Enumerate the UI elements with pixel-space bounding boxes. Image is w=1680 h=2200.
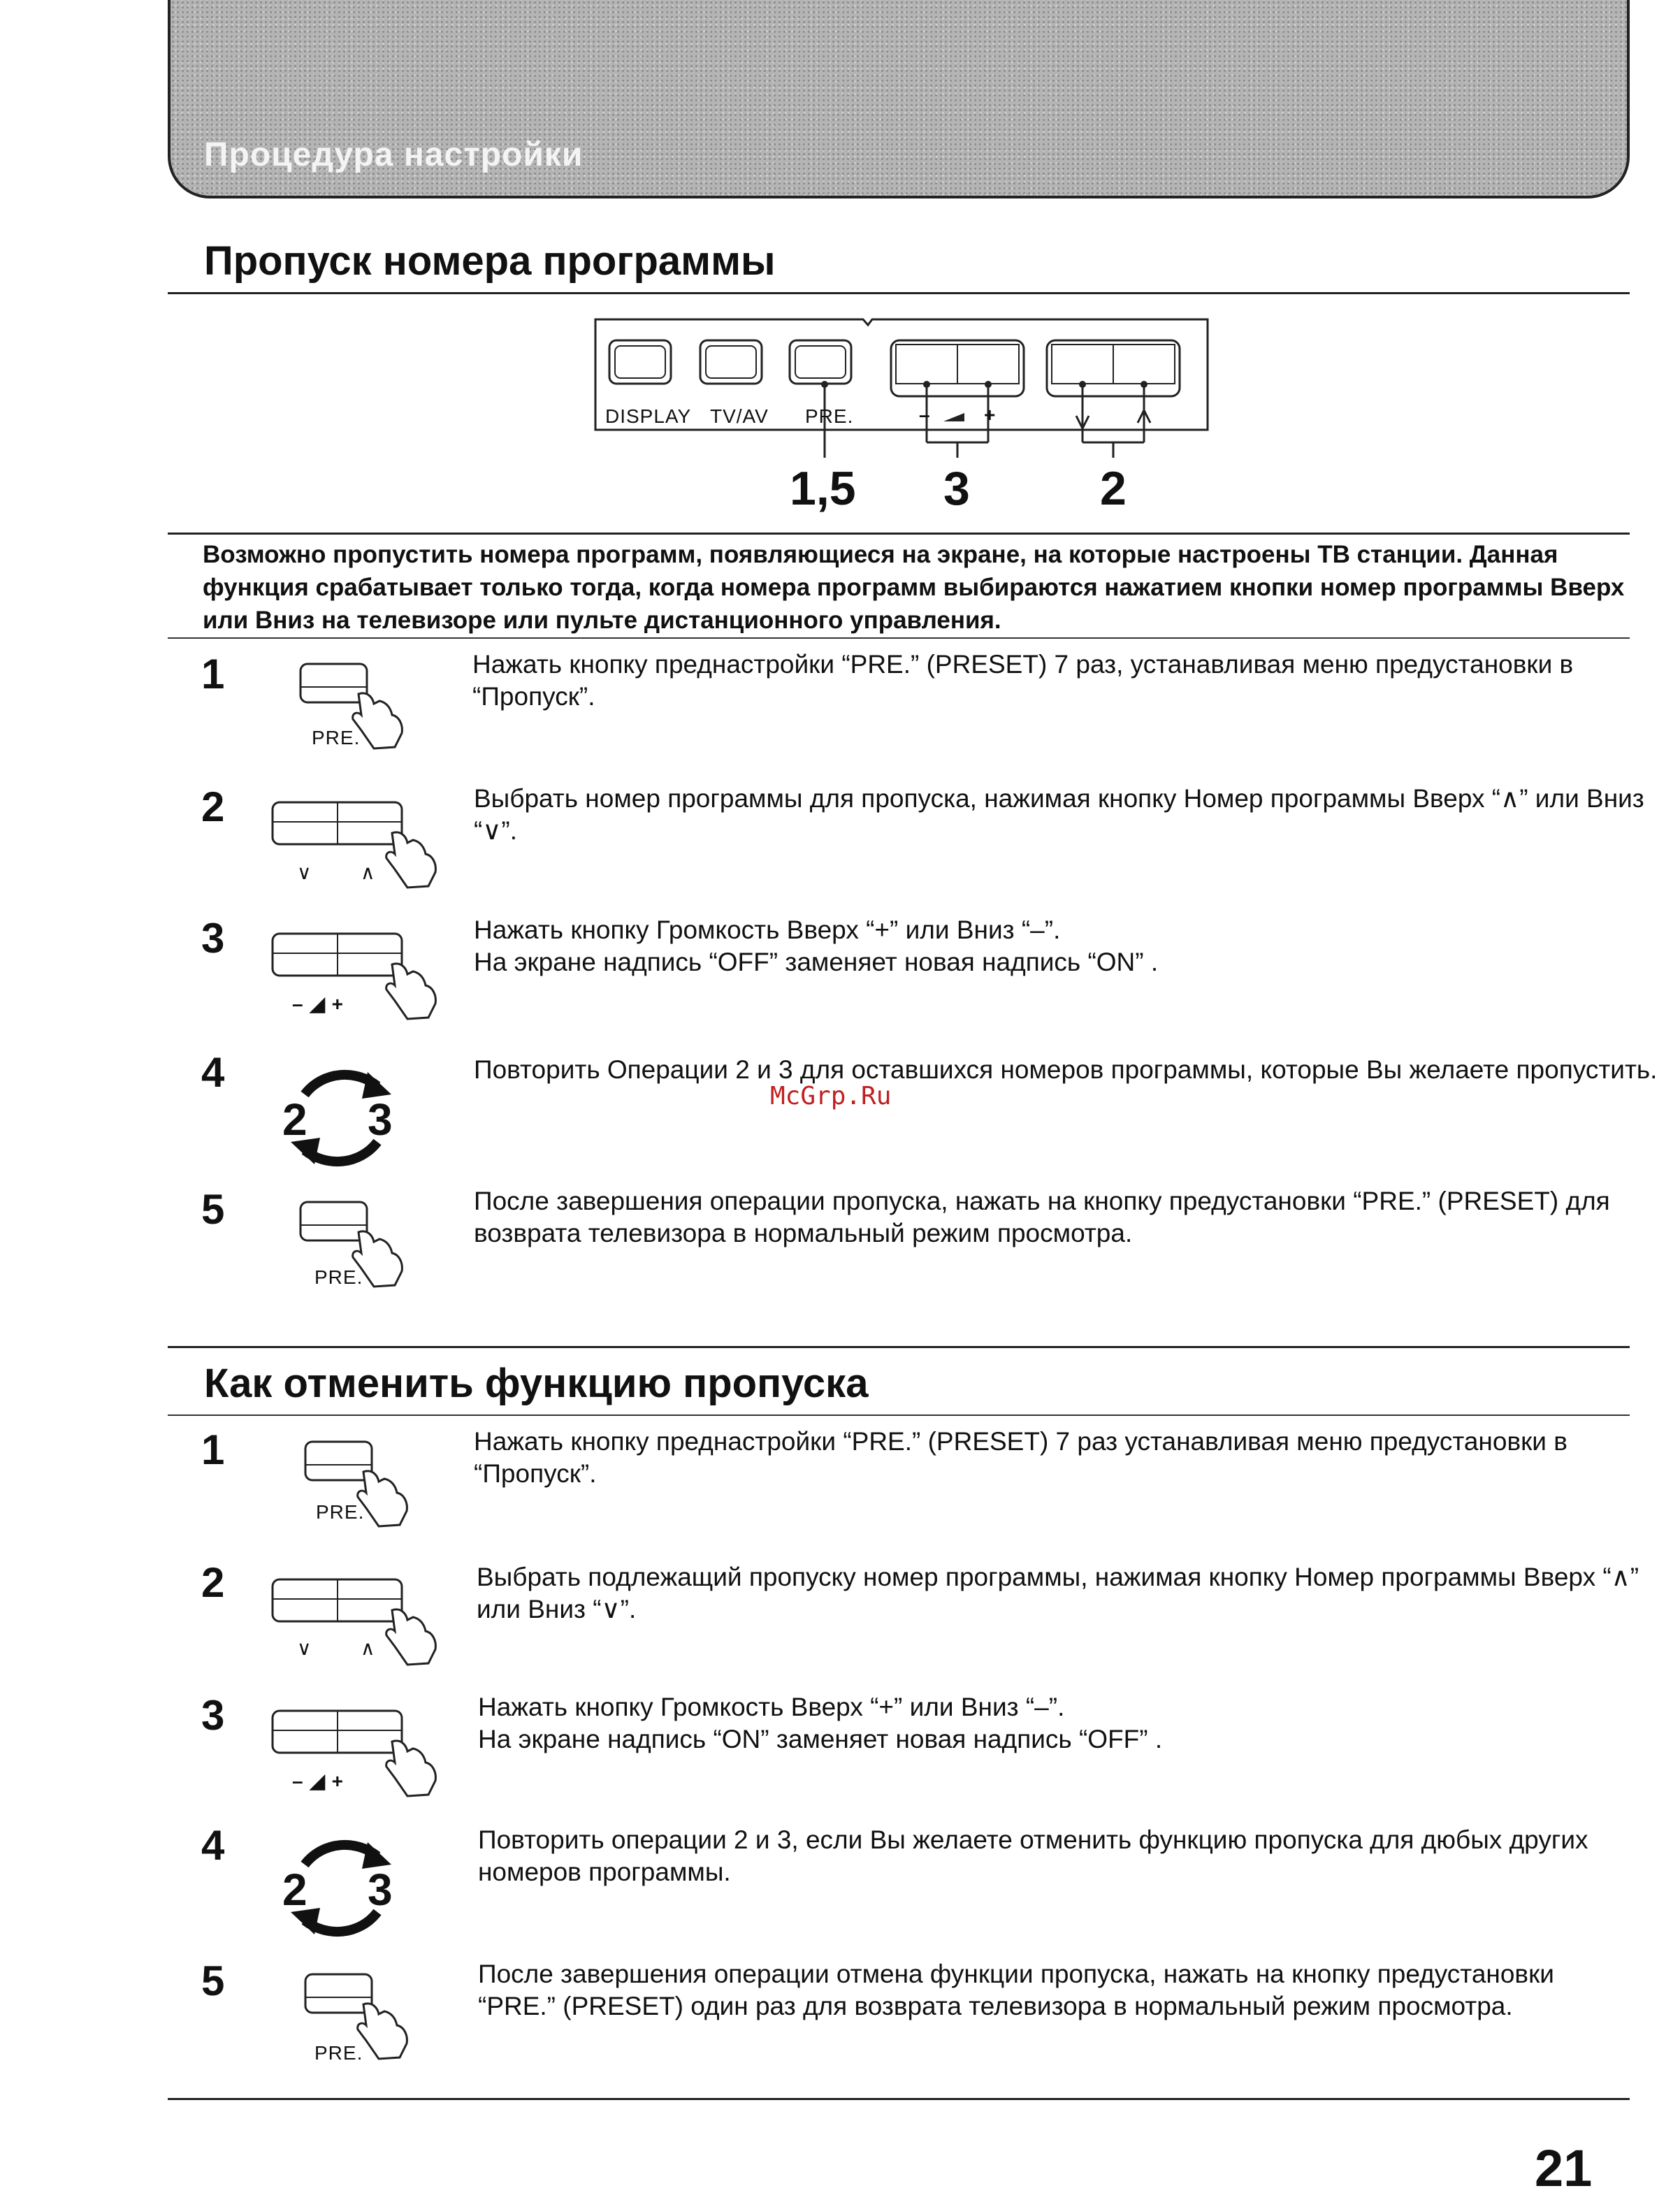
step-text: Повторить операции 2 и 3, если Вы желаете отменить функцию пропуска для дюбых других номеров программы.: [478, 1825, 1588, 1886]
step-text: После завершения операции пропуска, нажать на кнопку предустановки “PRE.” (PRESET) для возврата телевизора в нормальный режим просмотра.: [474, 1187, 1610, 1247]
cycle-number-3: 3: [368, 1865, 393, 1915]
panel-label-plus: +: [984, 404, 997, 426]
volume-icon-label: – ◢ +: [292, 1770, 345, 1792]
step-number: 3: [201, 915, 225, 962]
step-text-line-1: Нажать кнопку Громкость Вверх “+” или Вниз “–”.: [474, 916, 1061, 944]
section-rule: [168, 1414, 1630, 1416]
footer-rule: [168, 2098, 1630, 2100]
step-number: 1: [201, 1426, 225, 1473]
pre-icon-label: PRE.: [314, 2042, 363, 2064]
pre-icon-label: PRE.: [314, 1266, 363, 1288]
header-title: Процедура настройки: [204, 136, 584, 173]
section-rule: [168, 292, 1630, 294]
step-number: 2: [201, 1559, 225, 1606]
section-title-skip: Пропуск номера программы: [204, 238, 776, 284]
step-text: После завершения операции отмена функции пропуска, нажать на кнопку предустановки “PRE.” (PRESET) один раз для возврата телевизора в нормальный режим просмотра.: [478, 1960, 1554, 2020]
step-number: 4: [201, 1049, 225, 1096]
steps-rule: [168, 637, 1630, 639]
cycle-number-3: 3: [368, 1094, 393, 1145]
intro-text: Возможно пропустить номера программ, появляющиеся на экране, на которые настроены ТВ станции. Данная функция срабатывает только тогда, когда номера программ выбираются нажатием кнопки номер программы Вверх или Вниз на телевизоре или пульте дистанционного управления.: [203, 541, 1625, 634]
panel-label-pre: PRE.: [805, 405, 854, 427]
step-number: 5: [201, 1186, 225, 1233]
intro-rule: [168, 533, 1630, 535]
up-icon-label: ∧: [361, 862, 376, 883]
cycle-number-2: 2: [282, 1094, 307, 1145]
panel-label-display: DISPLAY: [605, 405, 692, 427]
step-number: 5: [201, 1957, 225, 2004]
step-number: 1: [201, 651, 225, 697]
pre-icon-label: PRE.: [312, 727, 361, 748]
panel-label-minus: –: [919, 404, 931, 426]
step-text-line-2: На экране надпись “OFF” заменяет новая надпись “ON” .: [474, 948, 1159, 976]
down-icon-label: ∨: [297, 1637, 312, 1659]
step-text-line-1: Нажать кнопку Громкость Вверх “+” или Вниз “–”.: [478, 1693, 1065, 1721]
step-text: Повторить Операции 2 и 3 для оставшихся номеров программы, которые Вы желаете пропустить.: [474, 1055, 1658, 1084]
step-text: Нажать кнопку преднастройки “PRE.” (PRESET) 7 раз устанавливая меню предустановки в “Пропуск”.: [474, 1427, 1567, 1488]
step-text: Выбрать подлежащий пропуску номер программы, нажимая кнопку Номер программы Вверх “∧” или Вниз “∨”.: [477, 1563, 1639, 1623]
step-number: 3: [201, 1692, 225, 1739]
volume-icon-label: – ◢ +: [292, 993, 345, 1015]
up-icon-label: ∧: [361, 1637, 376, 1659]
section-rule: [168, 1346, 1630, 1348]
watermark: McGrp.Ru: [770, 1082, 892, 1110]
step-text-line-2: На экране надпись “ON” заменяет новая надпись “OFF” .: [478, 1725, 1163, 1753]
panel-label-tvav: TV/AV: [710, 405, 769, 427]
callout-3: 3: [943, 462, 970, 515]
step-number: 2: [201, 783, 225, 830]
page-number: 21: [1535, 2139, 1593, 2197]
step-number: 4: [201, 1822, 225, 1869]
callout-2: 2: [1100, 462, 1127, 515]
section-title-cancel: Как отменить функцию пропуска: [204, 1361, 869, 1406]
step-text: Выбрать номер программы для пропуска, нажимая кнопку Номер программы Вверх “∧” или Вниз “∨”.: [474, 784, 1644, 845]
step-text: Нажать кнопку преднастройки “PRE.” (PRESET) 7 раз, устанавливая меню предустановки в “Пропуск”.: [472, 650, 1574, 711]
pre-icon-label: PRE.: [316, 1501, 365, 1523]
cycle-number-2: 2: [282, 1865, 307, 1915]
down-icon-label: ∨: [297, 862, 312, 883]
callout-1-5: 1,5: [790, 462, 856, 515]
